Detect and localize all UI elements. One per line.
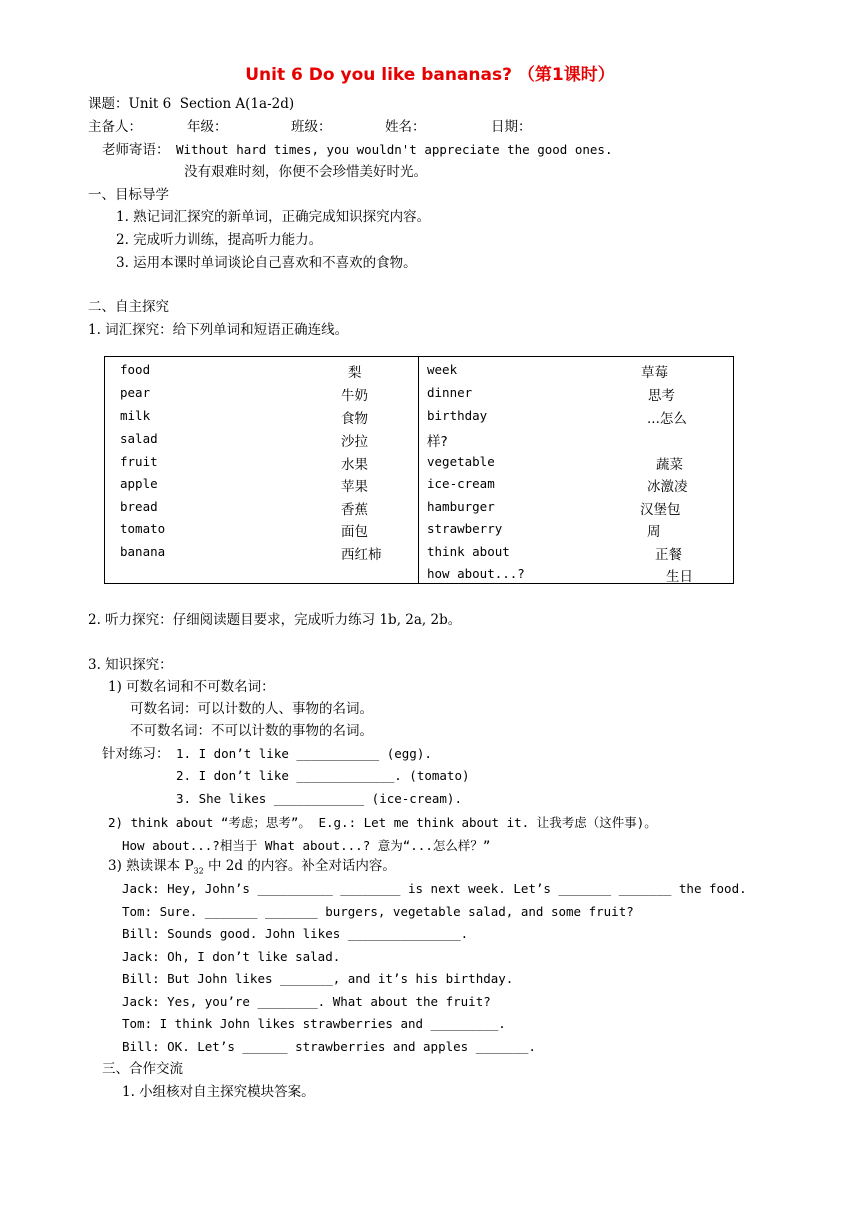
teacher-words-cn: 没有艰难时刻，你便不会珍惜美好时光。 [184, 164, 427, 180]
dialogue-instruction [108, 857, 396, 881]
vocab-word: hamburger [427, 499, 495, 514]
vocab-word: ice-cream [427, 476, 495, 491]
vocab-meaning: 生日 [666, 569, 693, 585]
vocab-meaning: 牛奶 [341, 388, 368, 404]
how-about-note: How about...?相当于 What about...? 意为“...怎么样？” [122, 838, 491, 853]
countable-title: 1) 可数名词和不可数名词： [108, 679, 275, 695]
teacher-words-label: 老师寄语： [102, 142, 170, 158]
date-label: 日期： [491, 119, 532, 135]
section3-heading: 三、合作交流 [102, 1061, 183, 1077]
vocab-word: fruit [120, 454, 158, 469]
vocab-word: bread [120, 499, 158, 514]
vocab-word: apple [120, 476, 158, 491]
vocab-table [104, 356, 734, 584]
practice-item: 1. I don’t like ___________ (egg). [176, 746, 432, 761]
vocab-word: how about...? [427, 566, 525, 581]
knowledge-heading: 3. 知识探究： [88, 657, 173, 673]
vocab-meaning: ...怎么 [647, 411, 687, 427]
dialogue-line: Bill: Sounds good. John likes _______________. [122, 926, 469, 941]
vocab-meaning: 周 [647, 524, 661, 540]
section2-heading: 二、自主探究 [88, 299, 169, 315]
vocab-word: milk [120, 408, 151, 423]
vocab-meaning: 食物 [341, 411, 368, 427]
vocab-meaning: 正餐 [655, 547, 682, 563]
vocab-meaning: 苹果 [341, 479, 368, 495]
vocab-word: pear [120, 385, 151, 400]
cooperation-item: 1. 小组核对自主探究模块答案。 [122, 1084, 315, 1100]
vocab-word: strawberry [427, 521, 503, 536]
teacher-words-en: Without hard times, you wouldn't appreciate the good ones. [176, 142, 613, 157]
practice-label: 针对练习： [102, 746, 170, 762]
dialogue-line: Tom: Sure. _______ _______ burgers, vegetable salad, and some fruit? [122, 904, 634, 919]
topic-line: 课题：Unit 6 Section A(1a-2d) [88, 96, 295, 112]
vocab-word: birthday [427, 408, 488, 423]
vocab-meaning: 汉堡包 [640, 502, 681, 518]
vocab-word: salad [120, 431, 158, 446]
preparer-label: 主备人： [88, 119, 142, 135]
dialogue-line: Jack: Yes, you’re ________. What about the fruit? [122, 994, 491, 1009]
vocab-meaning: 思考 [648, 388, 675, 404]
vocab-word: 样? [427, 434, 448, 450]
vocab-word: vegetable [427, 454, 495, 469]
vocab-word: tomato [120, 521, 166, 536]
name-label: 姓名： [385, 119, 426, 135]
vocab-meaning: 梨 [348, 365, 362, 381]
vocab-word: dinner [427, 385, 473, 400]
dialogue-instruction-pre: 3) 熟读课本 P [108, 858, 194, 874]
vocab-meaning: 草莓 [641, 365, 668, 381]
listening-task: 2. 听力探究：仔细阅读题目要求，完成听力练习 1b, 2a, 2b。 [88, 612, 462, 628]
vocab-word: banana [120, 544, 166, 559]
vocab-left-column [105, 357, 419, 584]
goal-item: 1. 熟记词汇探究的新单词，正确完成知识探究内容。 [116, 209, 431, 225]
practice-item: 3. She likes ____________ (ice-cream). [176, 791, 462, 806]
dialogue-line: Jack: Hey, John’s __________ ________ is next week. Let’s _______ _______ the food. [122, 881, 747, 896]
dialogue-line: Jack: Oh, I don’t like salad. [122, 949, 341, 964]
uncountable-definition: 不可数名词：不可以计数的事物的名词。 [130, 723, 373, 739]
page-title: Unit 6 Do you like bananas? （第1课时） [245, 65, 615, 85]
grade-label: 年级： [187, 119, 228, 135]
dialogue-instruction-post: 中 2d 的内容。补全对话内容。 [203, 858, 396, 874]
vocab-meaning: 面包 [341, 524, 368, 540]
vocab-meaning: 冰激凌 [647, 479, 688, 495]
section1-heading: 一、目标导学 [88, 187, 169, 203]
vocab-word: week [427, 362, 458, 377]
dialogue-line: Bill: But John likes _______, and it’s his birthday. [122, 971, 514, 986]
vocab-meaning: 西红柿 [341, 547, 382, 563]
vocab-meaning: 香蕉 [341, 502, 368, 518]
vocab-right-column [419, 357, 734, 584]
goal-item: 3. 运用本课时单词谈论自己喜欢和不喜欢的食物。 [116, 255, 417, 271]
countable-definition: 可数名词：可以计数的人、事物的名词。 [130, 701, 373, 717]
vocab-meaning: 水果 [341, 457, 368, 473]
practice-item: 2. I don’t like _____________. (tomato) [176, 768, 470, 783]
vocab-word: food [120, 362, 151, 377]
class-label: 班级： [291, 119, 332, 135]
dialogue-line: Tom: I think John likes strawberries and _________. [122, 1016, 506, 1031]
page-number: 32 [193, 866, 204, 876]
vocab-meaning: 蔬菜 [656, 457, 683, 473]
vocab-word: think about [427, 544, 510, 559]
goal-item: 2. 完成听力训练，提高听力能力。 [116, 232, 323, 248]
dialogue-line: Bill: OK. Let’s ______ strawberries and apples _______. [122, 1039, 536, 1054]
vocab-meaning: 沙拉 [341, 434, 368, 450]
think-about-note: 2) think about “考虑；思考”。 E.g.: Let me think about it. 让我考虑（这件事)。 [108, 815, 657, 830]
vocab-heading: 1. 词汇探究：给下列单词和短语正确连线。 [88, 322, 349, 338]
